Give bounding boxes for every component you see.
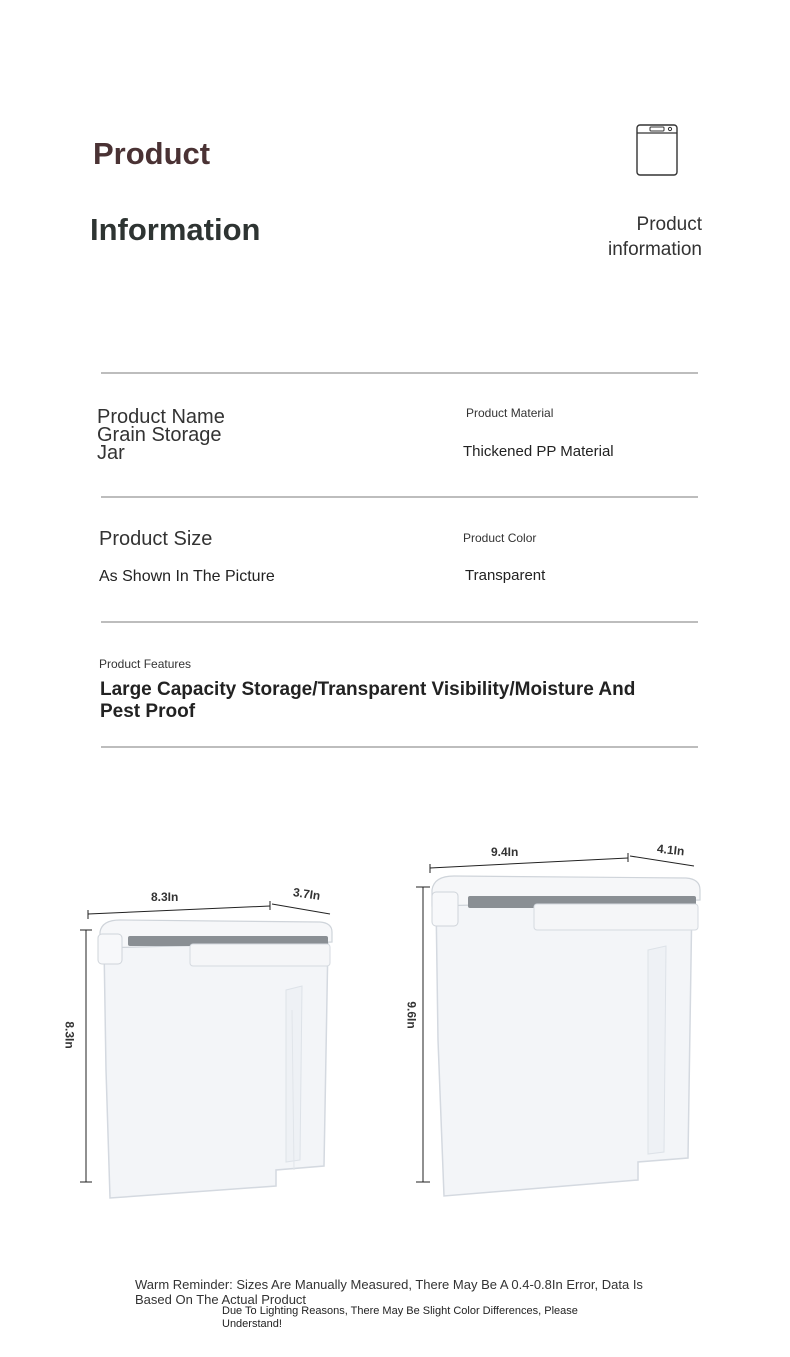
product-name-label: Product Name Grain Storage Jar (97, 406, 225, 464)
product-material-label: Product Material (466, 406, 554, 420)
large-jar-width-label: 9.4In (491, 845, 519, 859)
product-size-value: As Shown In The Picture (99, 568, 275, 585)
small-jar-width-label: 8.3In (151, 890, 179, 904)
large-jar-illustration (410, 820, 710, 1210)
product-features-value: Large Capacity Storage/Transparent Visibility/Moisture And Pest Proof (100, 679, 636, 722)
color-difference-note: Due To Lighting Reasons, There May Be Slight Color Differences, Please Understand! (222, 1305, 578, 1330)
divider (101, 621, 698, 623)
divider (101, 496, 698, 498)
small-jar-illustration (80, 870, 350, 1210)
small-jar-depth-label: 3.7In (292, 885, 322, 903)
warm-reminder-note: Warm Reminder: Sizes Are Manually Measured, There May Be A 0.4-0.8In Error, Data Is Based On The Actual Product (135, 1277, 643, 1307)
small-jar-height-label: 8.3In (62, 1021, 77, 1049)
product-color-label: Product Color (463, 531, 537, 545)
subtitle-line1: Product (636, 214, 702, 235)
divider (101, 372, 698, 374)
subtitle-line2: information (608, 239, 702, 260)
product-size-label: Product Size (99, 528, 213, 550)
page-subtitle (560, 212, 702, 262)
product-color-value: Transparent (465, 567, 546, 584)
large-jar-height-label: 9.6In (404, 1001, 419, 1029)
page-title-line2: Information (90, 212, 261, 247)
divider (101, 746, 698, 748)
storage-jar-icon (636, 124, 678, 176)
product-features-label: Product Features (99, 657, 192, 671)
page-title-line1: Product (93, 136, 211, 171)
product-material-value: Thickened PP Material (463, 443, 614, 460)
large-jar-depth-label: 4.1In (656, 841, 686, 859)
